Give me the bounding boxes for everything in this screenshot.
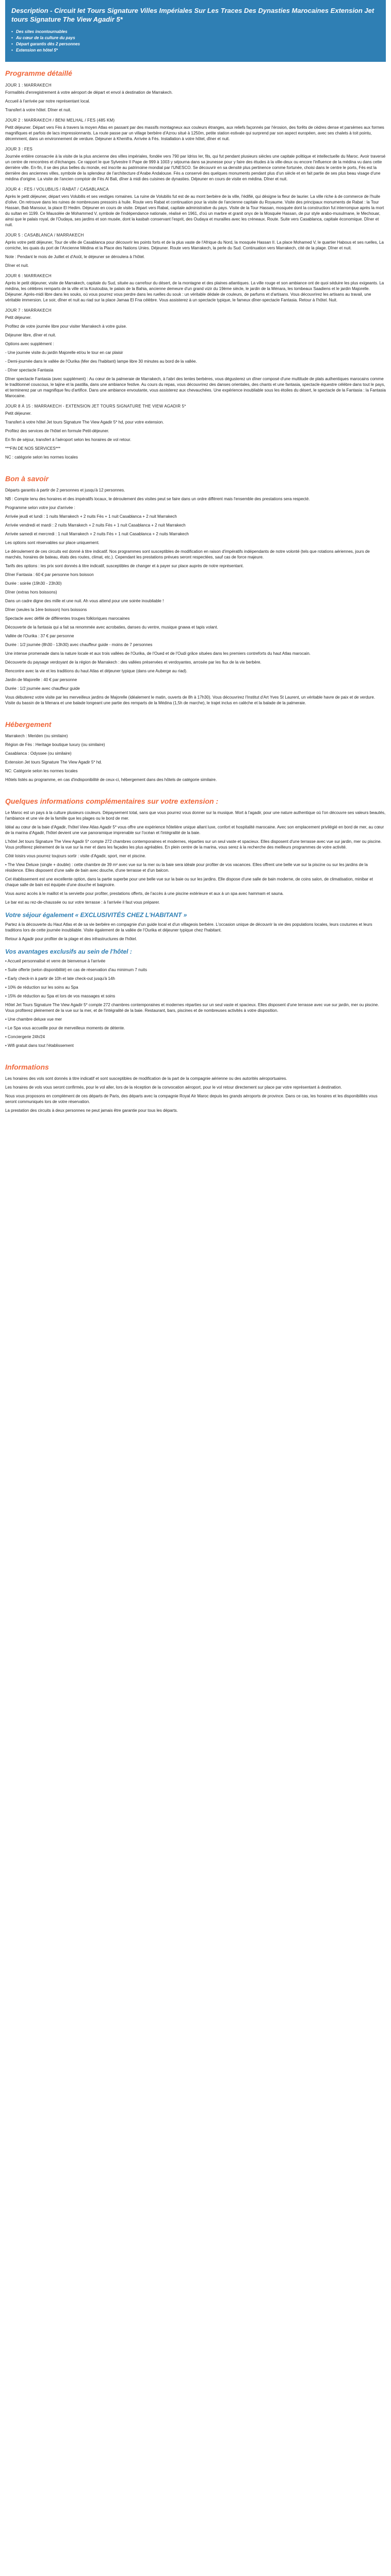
bon-savoir-paragraph: Arrivée vendredi et mardi : 2 nuits Marrakech + 2 nuits Fès + 1 nuit Casablanca + 2 nuit Marrakech <box>5 523 186 528</box>
highlight-item: • Au cœur de la culture du pays <box>11 35 380 41</box>
hebergement-paragraph: NC: Catégorie selon les normes locales <box>5 769 78 773</box>
bon-savoir-paragraph: Programme selon votre jour d'arrivée : <box>5 505 75 510</box>
hebergement-paragraph: Marrakech : Meriden (ou similaire) <box>5 734 68 738</box>
qualite-paragraph: Vous aurez accès à le maillot et la serviette pour profiter, prestations offerts, de l'accès à une piscine extérieure et aux à un spa avec hammam et sauna. <box>5 891 284 896</box>
bon-savoir-paragraph: Une intense promenade dans la nature locale et aux trois vallées de l'Ourika, de l'Oued et de l'Oudi grâce situées dans les premiers contreforts du haut Atlas marocain. <box>5 651 311 656</box>
bon-savoir-paragraph: Les options sont réservables sur place uniquement. <box>5 540 100 545</box>
bon-savoir-paragraph: Tarifs des options : les prix sont donnés à titre indicatif, susceptibles de changer et à payer sur place auprès de notre représentant. <box>5 564 244 568</box>
bon-savoir-paragraph: Arrivée jeudi et lundi : 1 nuits Marrakech + 2 nuits Fès + 1 nuit Casablanca + 2 nuit Marrakech <box>5 514 177 519</box>
bon-savoir-paragraph: NB : Compte tenu des horaires et des impératifs locaux, le déroulement des visites peut se faire dans un ordre différent mais l'ensemble des prestations sera respecté. <box>5 497 310 501</box>
bon-savoir-paragraph: Dîner (seules la 1ère boisson) hors boissons <box>5 607 87 612</box>
infos-heading: Informations <box>5 1063 49 1071</box>
avantage-item: • 15% de réduction au Spa et lors de vos massages et soins <box>5 994 116 998</box>
day-title: JOUR 3 : FES <box>5 147 33 151</box>
day-paragraph: Petit déjeuner. <box>5 411 32 416</box>
highlight-item: • Des sites incontournables <box>11 29 380 35</box>
avantages-paras <box>5 1002 386 1048</box>
programme-heading: Programme détaillé <box>5 69 72 77</box>
highlight-item: • Départ garantis dès 2 personnes <box>11 41 380 47</box>
programme-days <box>5 83 386 460</box>
qualite-paragraph: Cet établissement est une excellente option, dans la partie superbe pour une belle vue sur la baie ou sur les jardins. Elle dispose d'une salle de bain moderne, de coins salon, de climatisation, minibar et chaque salle de bain est équipée d'une douche et baignoire. <box>5 877 373 887</box>
day-paragraph: - Demi-journée dans le vallée de l'Ourika (Mer des l'habitant) lampe libre 30 minutes au bord de la vallée. <box>5 359 197 364</box>
day-title: JOUR 4 : FES / VOLUBILIS / RABAT / CASABLANCA <box>5 187 109 192</box>
day-paragraph: NC : catégorie selon les normes locales <box>5 455 78 460</box>
bon-savoir-paragraph: Jardin de Majorelle : 40 € par personne <box>5 677 77 682</box>
bon-savoir-paragraph: Départs garantis à partir de 2 personnes et jusqu'à 12 personnes. <box>5 488 125 493</box>
trip-highlights <box>11 29 380 53</box>
info-paragraph: Les horaires des vols sont donnés à titre indicatif et sont susceptibles de modification de la part de la compagnie aérienne ou des autorités aéroportuaires. <box>5 1076 287 1081</box>
bon-savoir-paragraph: Découverte du paysage verdoyant de la région de Marrakech : des vallées préservées et verdoyantes, arrosée par les flux de la vie berbère. <box>5 660 262 665</box>
day-paragraph: Journée entière consacrée à la visite de la plus ancienne des villes impériales, fondée vers 790 par Idriss Ier, fils, qui fut pendant plusieurs siècles une capitale politique et intellectuelle du Maroc. Avoir traversé un centre de rencontres et d'échanges. Ce rapport le que Sylvestre II Pape de 999 à 1003 y séjourna dans sa jeunesse pour y faire des études à la ville-deux ou encore l'influence de la médina vu dans cette dernière ville. En-fin, il se des plus belles du monde, est inscrite au patrimoine mondial par l'UNESCO. Se découvrir en sa densité plus pertinence comme fortunée, choisi dans le centre le ports, Fès est la dernière des anciennes villes, symbole de la splendeur de l'architecture d'Arabe Andalouse. Fès a conservé des quelques monuments pendant plus d'un siècle et en fait partie de ses plus beau visage d'une médina d'origine. La visite de l'ancien comptoir de Fès Al Bali, dîner à midi des cuisines de dynasties. Déjeuner en cours de visite en médina. Dîner et nuit. <box>5 154 386 181</box>
day-paragraph: Petit déjeuner. <box>5 315 32 320</box>
jt-signature-heading: Votre séjour également « EXCLUSIVITÉS CHEZ L'HABITANT » <box>5 911 187 919</box>
bon-savoir-paragraph: Découverte de la fantasia qui a fait sa renommée avec acrobaties, danses du ventre, musique gnawa et tapis volant. <box>5 625 218 630</box>
bon-savoir-paragraph: Arrivée samedi et mercredi : 1 nuit Marrakech + 2 nuits Fès + 1 nuit Casablanca + 2 nuits Marrakech <box>5 532 189 536</box>
qualite-paragraph: Le bar est au rez-de-chaussée ou sur votre terrasse : à l'arrivée il faut vous préparer. <box>5 900 160 905</box>
avantage-paragraph: • Conciergerie 24h/24 <box>5 1035 45 1039</box>
avantage-paragraph: • Wifi gratuit dans tout l'établissement <box>5 1043 74 1048</box>
bon-savoir-paragraph: Le déroulement de ces circuits est donné à titre indicatif. Nos programmes sont susceptibles de modification en raison d'impératifs indépendants de notre volonté (tels que rotations aériennes, jours de marchés, horaires de bateau, états des routes, climat, etc.). Cependant les prestations prévues seront respectées, sauf cas de force majeure. <box>5 549 370 560</box>
bon-savoir-paragraph: Dîner (extras hors boissons) <box>5 590 57 595</box>
day-title: JOUR 7 : MARRAKECH <box>5 308 52 313</box>
hebergement-paragraph: Région de Fès : Heritage boutique luxury (ou similaire) <box>5 742 105 747</box>
day-paragraph: Options avec supplément : <box>5 342 54 346</box>
highlight-item: • Extension en hôtel 5* <box>11 47 380 53</box>
day-title: JOUR 6 : MARRAKECH <box>5 274 52 278</box>
bon-savoir-paragraph: Dans un cadre digne des mille et une nuit. Ah vous attend pour une soirée inoubliable ! <box>5 599 164 603</box>
day-paragraph: Note : Pendant le mois de Juillet et d'Août, le déjeuner se déroulera à l'hôtel. <box>5 255 145 259</box>
avantage-paragraph: • Le Spa vous accueille pour de merveilleux moments de détente. <box>5 1026 125 1030</box>
qualite-paragraph: Côté loisirs vous pourrez toujours sortir : visite d'Agadir, sport, mer et piscine. <box>5 854 146 858</box>
qualite-paragraph: • The View Deluxe (single + double) : cette chambre de 39 m² avec vue sur la mer ou la baie sera idéale pour profiter de vos vacances. Elles offrent une belle vue sur la piscine ou sur les jardins de la résidence. Elles disposent d'une salle de bain avec douche, d'une terrasse et d'un balcon. <box>5 862 368 873</box>
jt-signature-paragraph: Partez à la découverte du Haut Atlas et de sa vie berbère en compagnie d'un guide local et d'un villageois berbère. L'occasion unique de découvrir la vie des populations locales, leurs coutumes et leurs traditions lors de cette journée inoubliable. Visite également de la vallée de l'Ourika et déjeuner typique chez l'habitant. <box>5 922 372 933</box>
bon-savoir-paragraph: Spectacle avec défilé de différentes troupes folkloriques marocaines <box>5 616 130 621</box>
bon-savoir-paragraph: Durée : soirée (19h30 - 23h30) <box>5 581 62 586</box>
day-paragraph: Après votre petit déjeuner, Tour de ville de Casablanca pour découvrir les points forts et de la plus vaste de l'Afrique du Nord, la mosquée Hassan II. La place Mohamed V, le quartier Habous et ses ruelles, La corniche, les quais du port de l'Ancienne Médina et la Place des Nations Unies. Déjeuner. Route vers Marrakech, la perle du Sud. Continuation vers Marrakech, cité de la plage. Dîner et nuit. <box>5 240 384 250</box>
day-paragraph: - Dîner spectacle Fantasia <box>5 368 54 372</box>
hebergement-heading: Hébergement <box>5 720 52 728</box>
info-paragraph: Les horaires de vols vous seront confirmés, pour le vol aller, lors de la réception de la convocation aéroport, pour le vol retour directement sur place par votre représentant à destination. <box>5 1085 342 1090</box>
jt-signature-paragraph: Retour à Agadir pour profiter de la plage et des infrastructures de l'hôtel. <box>5 937 137 941</box>
day-title: JOUR 2 : MARRAKECH / BENI MELHAL / FES (485 KM) <box>5 118 115 123</box>
avantage-item: • Accueil personnalisé et verre de bienvenue à l'arrivée <box>5 959 106 963</box>
trip-header <box>5 0 386 62</box>
day-title: JOUR 8 À 15 : MARRAKECH - EXTENSION JET TOURS SIGNATURE THE VIEW AGADIR 5* <box>5 404 186 409</box>
bon-savoir-paragraph: Durée : 1/2 journée (8h30 - 13h30) avec chauffeur guide - moins de 7 personnes <box>5 642 153 647</box>
info-paragraph: La prestation des circuits à deux personnes ne peut jamais être garantie pour tous les départs. <box>5 1108 178 1113</box>
bon-savoir-paragraph: Durée : 1/2 journée avec chauffeur guide <box>5 686 80 691</box>
avantage-paragraph: • Une chambre deluxe vue mer <box>5 1017 62 1022</box>
qualite-paragraph: Le Maroc est un pays à la culture plusieurs couleurs. Dépaysement total, sans que vous pourrez vous donner sur la musique. Mort à l'agadir, pour une nature authentique où l'on découvre ses valeurs beautés, l'ambiance et une vie de la famille que les plages ou le bord de mer. <box>5 810 386 821</box>
jt-signature-section <box>5 922 386 942</box>
bon-savoir-paragraph: Dîner Fantasia : 60 € par personne hors boisson <box>5 572 94 577</box>
day-paragraph: Formalités d'enregistrement à votre aéroport de départ et envol à destination de Marrakech. <box>5 90 173 95</box>
bon-savoir-paragraph: Vous débuterez votre visite par les merveilleux jardins de Majorelle (idéalement le matin, ouverts de 8h à 17h30). Vous découvrirez l'Institut d'Art Yves St Laurent, un véritable havre de paix et de verdure. Visite du bassin de la Menara et une balade longeant une partie des remparts de la Médina (1,5h de marche), le trajet inclus en calèche et la balade de la palmeraie. <box>5 695 376 705</box>
day-paragraph: Profitez de votre journée libre pour visiter Marrakech à votre guise. <box>5 324 127 329</box>
hebergement-section <box>5 733 386 783</box>
infos-section <box>5 1076 386 1113</box>
day-paragraph: Après le petit déjeuner, départ vers Volubilis et ses vestiges romaines. La ruine de Volubilis fut est de au mont berbère de la ville, l'édifié, qui désigne la fleur de laurier. La ville riche à de commerce de l'huile d'olive. On retrouve dans les ruines de nombreuses pressoirs à huile. Route vers Rabat et continuation pour la visite de l'ancienne capitale du Royaume. Visite des principaux monuments de Rabat : la Tour Hassan, Bab Mansour, la place El Hedim. Déjeuner en cours de visite. Départ vers Rabat, capitale administrative du pays. Visite de la Tour Hassan, mosquée dont la construction fut interrompue après la mort du sultan en 1199. Ce Mausolée de Mohammed V, symbole de l'indépendance nationale, réalisé en 1961, d'où un marbre et granit onyx de la Mosquée Hassan, de pur style arabo-musulmane, le Mechouar, ainsi que le palais royal, de l'Oudaya, ses jardins et son musée, dont la kasbah conservant l'esprit, des Oudaya et murailles avec les créneaux. Route. Suite vers Casablanca, capitale économique. Dîner et nuit. <box>5 194 384 227</box>
qualite-paragraph: Idéal au cœur de la baie d'Agadir, l'hôtel View Atlas Agadir 5* vous offre une expérience hôtelière unique allant luxe, confort et hospitalité marocaine. Avec son emplacement privilégié en bord de mer, au cœur de la marina d'Agadir, l'hôtel devient une vue panoramique imprenable sur l'océan et l'intégralité de la baie. <box>5 825 384 835</box>
page <box>0 0 391 1113</box>
day-paragraph: Petit déjeuner. Départ vers Fès à travers la moyen Atlas en passant par des massifs montagneux aux couleurs étranges, aux reliefs façonnés par l'érosion, des forêts de cèdres dense et parsèmes aux formes magnifiques et parfois de lacs impressionnants. La route passe par un village berbère d'Azrou situé à 1250m, petite station estivale qui surprend par son aspect européen, avec ses chalets à toit pointu, décemment, dans un environnement de verdure. Déjeuner à Khenifra. Arrivée à Fès. Installation à votre hôtel, dîner et nuit. <box>5 125 384 141</box>
day-paragraph: Après le petit déjeuner, visite de Marrakech, capitale du Sud, située au carrefour du désert, de la montagne et des plaines atlantiques. La ville rouge et son ambiance ont de quoi séduire les plus exigeants. La médina, les célèbres remparts de la ville et la Koutoubia, le palais de la Bahia, ancienne demeure d'un grand vizir du 19ème siècle, le jardin de la Ménara, les tombeaux Saadiens et le jardin Majorelle. Déjeuner. Après-midi libre dans les souks, où vous pourrez vous perdre dans les ruelles du souk : un véritable dédale de couleurs, de parfums et d'artisans. Vous découvrirez les artisans au travail, une véritable immersion. Le soir, dîner et nuit au riad sur la place Jamaa El Fna célèbre. Vous assisterez à un spectacle typique, le fameux dîner-spectacle Fantasia. Retour à l'hôtel. Nuit. <box>5 281 384 302</box>
qualite-section <box>5 810 386 905</box>
qualite-heading: Quelques informations complémentaires sur votre extension : <box>5 797 219 805</box>
day-paragraph: Transfert à votre hôtel Jet tours Signature The View Agadir 5* hd, pour votre extension. <box>5 420 164 425</box>
avantage-item: • Early check-in à partir de 10h et late check-out jusqu'à 14h <box>5 976 115 981</box>
bon-savoir-section <box>5 487 386 706</box>
info-paragraph: Nous vous proposons en complément de ces départs de Paris, des départs avec la compagnie Royal Air Maroc depuis les grands aéroports de province. Dans ce cas, les horaires et les disponibilités vous seront communiqués lors de votre réservation. <box>5 1094 378 1104</box>
hebergement-paragraph: Hôtels listés au programme, en cas d'indisponibilité de ceux-ci, hébergement dans des hôtels de catégorie similaire. <box>5 777 217 782</box>
day-paragraph: Dîner spectacle Fantasia (avec supplément) : Au cœur de la palmeraie de Marrakech, à l'abri des tentes berbères, vous dégusterez un dîner composé d'une multitude de plats authentiques marocains comme le traditionnel couscous, le tajine et la pastilla, dans une ambiance festive. Au cours du repas, vous découvrirez des danses orientales, des chants et une fantasia, spectacle équestre célèbre dans tout le pays, et terminerez par un magnifique feu d'artifice. Dans une ambiance envoutante, vous assisterez aux chevauchées. Une expérience inoubliable sous les étoiles du désert, le spectacle de la Fantasia : la Fantasia Marocaine. <box>5 377 386 398</box>
day-title: JOUR 5 : CASABLANCA / MARRAKECH <box>5 233 84 238</box>
bon-savoir-paragraph: Rencontre avec la vie et les traditions du haut Atlas et déjeuner typique (dans une Auberge au riad). <box>5 669 188 673</box>
day-paragraph: ***FIN DE NOS SERVICES*** <box>5 446 60 451</box>
avantage-paragraph: Hôtel Jet Tours Signature The View Agadir 5* compte 272 chambres contemporaines et modernes réparties sur un seul vaste et spacieux. Elles disposent d'une terrasse avec vue sur jardin, mer ou piscine. Vous profiterez pleinement de la vue sur la mer, et de l'intégralité de la baie. Restaurant, bars, piscines et de nombreuses activités à votre disposition. <box>5 1003 379 1013</box>
day-paragraph: Accueil à l'arrivée par notre représentant local. <box>5 99 90 104</box>
bon-savoir-paragraph: Vallée de l'Ourika : 37 € par personne <box>5 634 74 638</box>
day-paragraph: Déjeuner libre, dîner et nuit. <box>5 333 56 337</box>
avantage-item: • Suite offerte (selon disponibilité) en cas de réservation d'au minimum 7 nuits <box>5 968 147 972</box>
bon-savoir-heading: Bon à savoir <box>5 474 49 483</box>
day-title: JOUR 1 : MARRAKECH <box>5 83 52 88</box>
trip-title: Description - Circuit Iet Tours Signature Villes Impériales Sur Les Traces Des Dynasties Marocaines Extension Jet tours Signature The View Agadir 5* <box>11 7 374 23</box>
avantages-heading: Vos avantages exclusifs au sein de l'hôtel : <box>5 948 132 955</box>
day-paragraph: Profitez des services de l'hôtel en formule Petit-déjeuner. <box>5 429 109 433</box>
day-paragraph: Dîner et nuit. <box>5 263 29 268</box>
avantages-list <box>5 958 386 999</box>
hebergement-paragraph: Casablanca : Odyssee (ou similaire) <box>5 751 72 756</box>
qualite-paragraph: L'hôtel Jet tours Signature The View Agadir 5* compte 272 chambres contemporaines et modernes, réparties sur un seul vaste et spacieux. Elles disposent d'une terrasse avec vue sur jardin, mer ou piscine. Vous profiterez pleinement de la vue sur la mer et dans les façades les plus agréables. En plein centre de la marina, vous serez à la recherche des meilleurs programmes de votre activité. <box>5 839 382 850</box>
day-paragraph: En fin de séjour, transfert à l'aéroport selon les horaires de vol retour. <box>5 437 132 442</box>
day-paragraph: Transfert à votre hôtel. Dîner et nuit. <box>5 108 72 112</box>
avantage-item: • 10% de réduction sur les soins au Spa <box>5 985 78 990</box>
day-paragraph: - Une journée visite du jardin Majorelle et/ou le tour en car plaisir <box>5 350 123 355</box>
hebergement-paragraph: Extension Jet tours Signature The View Agadir 5* hd. <box>5 760 102 765</box>
